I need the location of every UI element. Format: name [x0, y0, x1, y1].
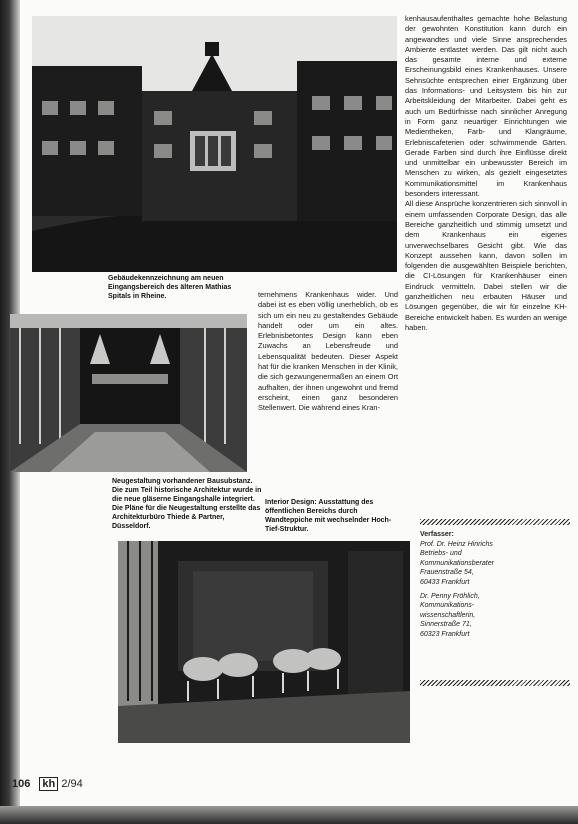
author-block [420, 530, 570, 640]
author-divider [420, 519, 570, 525]
caption-photo-entrance: Neugestaltung vorhandener Bausubstanz. Die zum Teil historische Architektur wurde in die neue gläserne Eingangshalle integriert. Die Pläne für die Neugestaltung erstellte das Architekturbüro Thiede & Partner, Düsseldorf. [112, 478, 262, 530]
author-label: Verfasser: [420, 531, 454, 538]
middle-column-paragraph: ternehmens Krankenhaus wider. Und dabei ist es eben völlig unerheblich, ob es sich um ein neu zu gestaltendes Gebäude handelt oder um ein altes. Erlebnisbetontes Design kann eben Zuwachs an Lebensfreude und Lebensqualität bedeuten. Dieser Aspekt hat für die kranken Menschen in der Klinik, die sich gezwungenermaßen an einem Ort aufhalten, der ihnen ungewohnt und fremd erscheint, einen ganz besonderen Stellenwert. Die während eines Kran- [258, 290, 398, 413]
photo-building-facade [32, 16, 397, 272]
page-footer [12, 777, 83, 791]
author-line: Prof. Dr. Heinz Hinrichs [420, 540, 493, 548]
author-line: 60323 Frankfurt [420, 630, 470, 638]
author-line: Kommunikationsberater [420, 559, 494, 567]
right-column-paragraph-2: All diese Ansprüche konzentrieren sich sinnvoll in einem umfassenden Corporate Design, das alle Bereiche ganzheitlich und stimmig umsetzt und dem Krankenhaus ein eigenes unverwechselbares Gesicht gibt. Wie das Konzept aussehen kann, davon sollen im folgenden die ausgewählten Beispiele berichten, die CI-Lösungen für Krankenhäuser einen Eindruck vermitteln. Dabei stellen wir die ganzheitlichen neu erbauten Häuser und Lösungen gegenüber, die wir für einzelne KH-Bereiche entwickelt haben. Es wurden an wenige haben. [405, 199, 567, 332]
author-line: Sinnerstraße 71, [420, 621, 472, 629]
photo-entrance-hall [10, 314, 247, 472]
author-line: Betriebs- und [420, 550, 462, 558]
right-column-paragraph-1: kenhausaufenthaltes gemachte hohe Belastung der gewohnten Konstitution kann durch ein angewandtes und viele Sinne ansprechendes Ambiente entlastet werden. Das gilt nicht auch das gesamte interne und externe Erscheinungsbild eines Krankenhauses. Unsere Sehnsüchte entsprechen einer Ergänzung über das Informations- und Leitsystem bis hin zur Arbeitskleidung der Mitarbeiter. Dabei geht es auch um Bedürfnisse nach sinnlicher Anregung in Form ganz neuartiger Einrichtungen wie Medientheken, Farb- und Klangräume, Erlebniscafeterien oder schwimmende Gärten. Gerade Farben sind durch ihre Einflüsse direkt und unmittelbar ein unbewusster Bereich im Menschen zu wirken, als gezielt eingesetztes Kommunikationsmittel im Krankenhaus besonders interessant. [405, 14, 567, 199]
photo-interior-waiting [118, 541, 410, 743]
author-line: Frauenstraße 54, [420, 569, 474, 577]
author-line: wissenschaftlerin, [420, 611, 476, 619]
author-line: Kommunikations- [420, 602, 475, 610]
caption-photo-interior: Interior Design: Ausstattung des öffentlichen Bereichs durch Wandteppiche mit wechselnder Hoch-Tief-Struktur. [265, 499, 392, 533]
page-number: 106 [12, 778, 31, 790]
author-divider-bottom [420, 680, 570, 686]
magazine-logo: kh [39, 777, 58, 791]
author-line: Dr. Penny Fröhlich, [420, 592, 480, 600]
issue-number: 2/94 [61, 778, 83, 790]
caption-photo-building: Gebäudekennzeichnung am neuen Eingangsbereich des älteren Mathias Spitals in Rheine. [108, 275, 232, 300]
author-line: 60433 Frankfurt [420, 578, 470, 586]
page-bottom-edge [0, 806, 578, 824]
text-column-right [405, 14, 567, 333]
text-column-middle [258, 290, 398, 414]
